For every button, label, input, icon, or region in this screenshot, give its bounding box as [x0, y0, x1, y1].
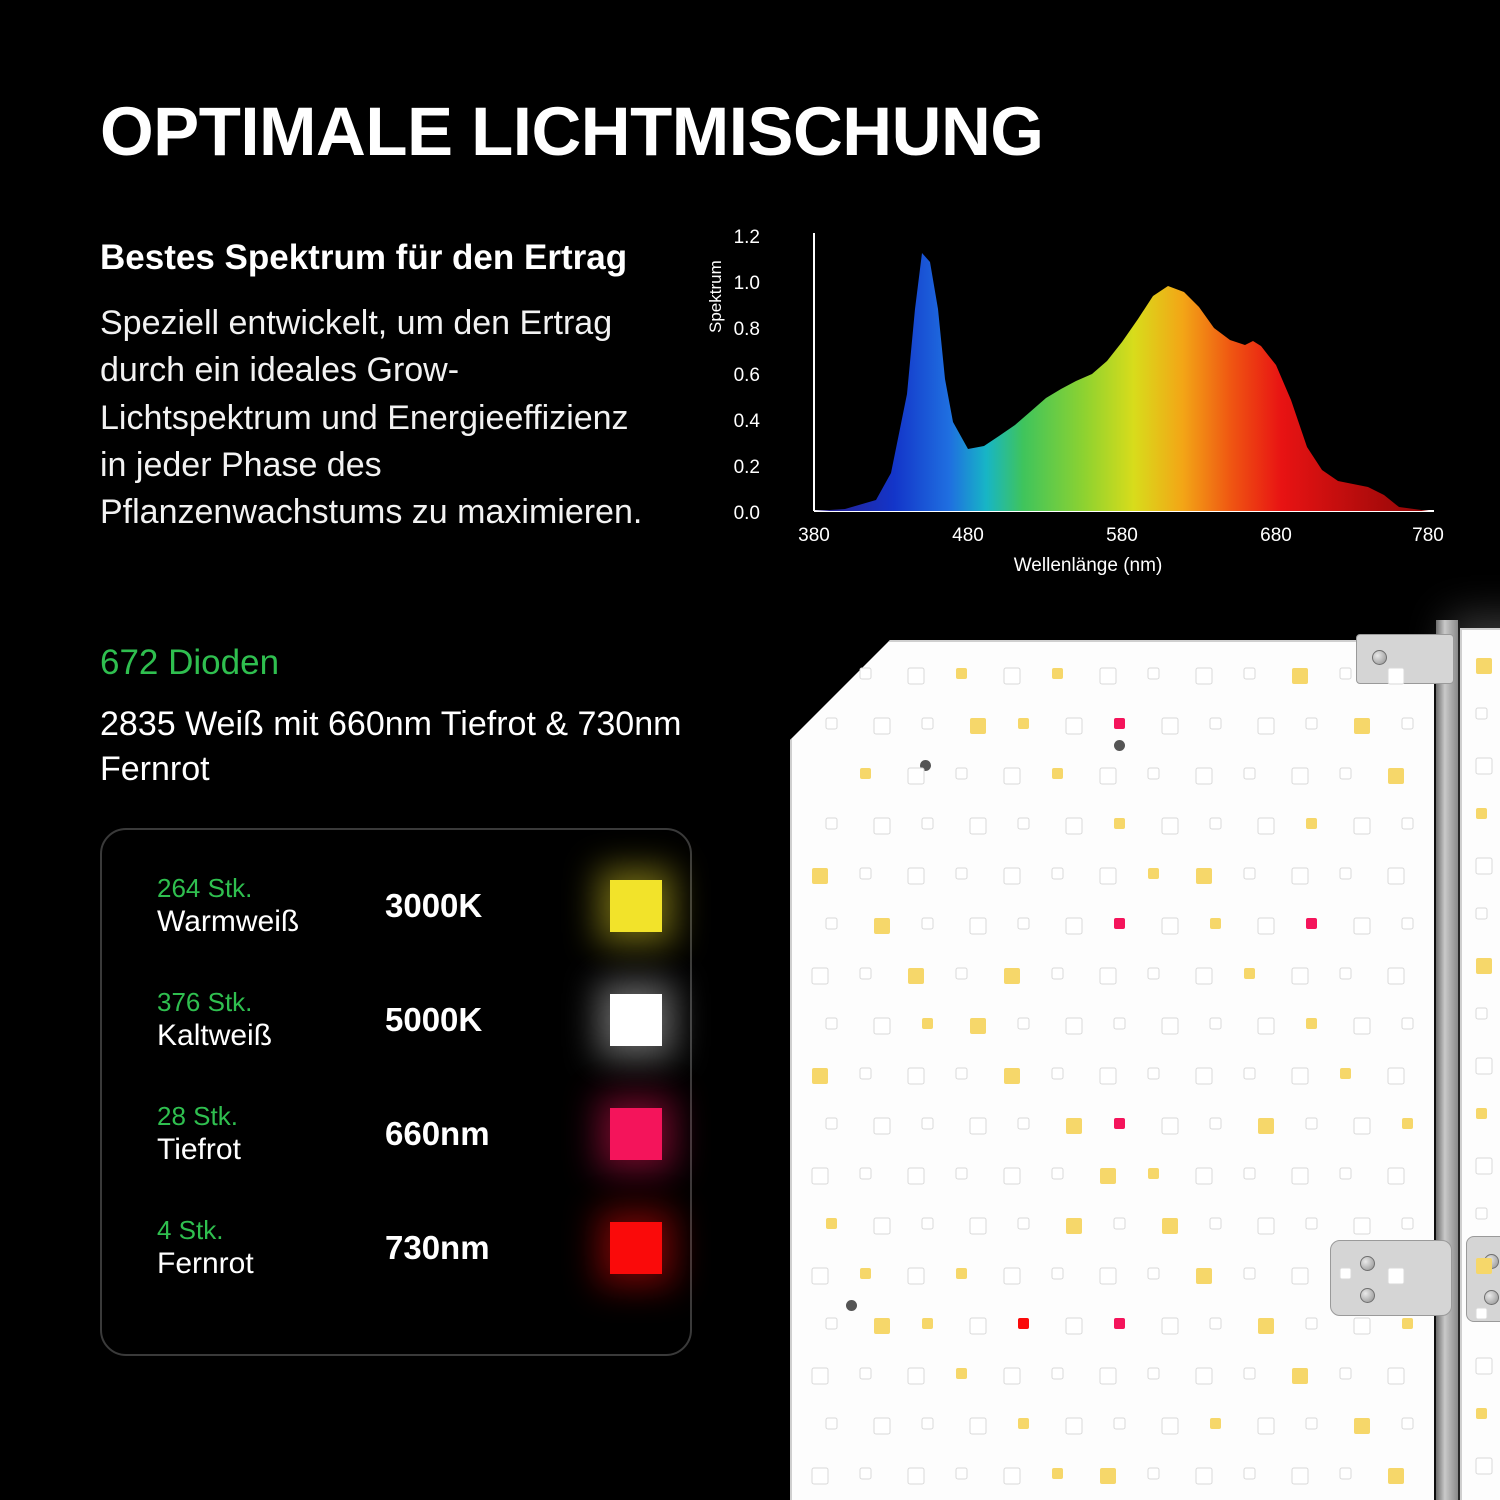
led-diode: [1100, 1268, 1116, 1284]
led-diode: [1354, 918, 1370, 934]
led-diode: [956, 768, 967, 779]
spec-name: Fernrot: [157, 1247, 254, 1281]
led-diode: [1402, 718, 1413, 729]
led-diode: [1210, 718, 1221, 729]
led-diode: [1476, 758, 1492, 774]
led-diode: [1306, 1418, 1317, 1429]
led-diode: [812, 968, 828, 984]
led-diode: [970, 1118, 986, 1134]
chart-x-tick: 580: [1106, 525, 1138, 546]
led-diode: [1292, 1468, 1308, 1484]
led-diode: [812, 1468, 828, 1484]
led-diode: [1196, 1468, 1212, 1484]
led-diode: [1402, 918, 1413, 929]
spec-row-labels: [157, 986, 372, 1055]
led-diode: [1354, 818, 1370, 834]
led-diode: [1052, 968, 1063, 979]
led-diode: [922, 918, 933, 929]
led-diode: [1476, 1208, 1487, 1219]
led-diode: [812, 1068, 828, 1084]
diode-description: 2835 Weiß mit 660nm Tiefrot & 730nm Fernrot: [100, 705, 682, 789]
led-diode: [970, 1318, 986, 1334]
led-diode: [812, 1368, 828, 1384]
led-diode: [826, 718, 837, 729]
led-diode: [1114, 1018, 1125, 1029]
led-diode: [860, 1468, 871, 1479]
led-diode: [956, 1368, 967, 1379]
led-diode: [1196, 1368, 1212, 1384]
led-diode: [1210, 1218, 1221, 1229]
led-diode: [874, 1018, 890, 1034]
led-diode: [1114, 1118, 1125, 1129]
led-diode: [1354, 1318, 1370, 1334]
led-diode: [1258, 718, 1274, 734]
page-title: OPTIMALE LICHTMISCHUNG: [100, 93, 1044, 170]
chart-y-tick: 1.0: [733, 273, 760, 294]
led-diode: [826, 918, 837, 929]
led-diode: [1004, 1468, 1020, 1484]
led-diode: [1210, 1018, 1221, 1029]
led-diode: [1148, 1268, 1159, 1279]
led-diode: [826, 1018, 837, 1029]
spec-value: 660nm: [385, 1115, 490, 1152]
led-diode: [1066, 1118, 1082, 1134]
led-diode: [860, 1368, 871, 1379]
led-diode: [970, 1018, 986, 1034]
led-diode: [1196, 668, 1212, 684]
spec-name: Warmweiß: [157, 905, 300, 939]
led-diode: [1066, 1418, 1082, 1434]
led-diode: [1052, 868, 1063, 879]
spec-row: [102, 1080, 690, 1188]
led-diode: [1292, 1068, 1308, 1084]
led-diode: [1340, 1368, 1351, 1379]
led-diode: [1100, 1068, 1116, 1084]
led-diode: [826, 1418, 837, 1429]
chart-y-tick: 1.2: [733, 227, 760, 248]
led-diode: [1148, 1168, 1159, 1179]
led-diode: [1244, 1268, 1255, 1279]
led-diode: [1052, 1368, 1063, 1379]
led-diode: [1306, 918, 1317, 929]
led-diode: [1114, 818, 1125, 829]
spec-row: [102, 1194, 690, 1302]
led-diode: [1388, 1368, 1404, 1384]
led-diode: [1354, 1218, 1370, 1234]
led-diode: [1476, 1258, 1492, 1274]
led-diode: [922, 1418, 933, 1429]
section-subtitle: Bestes Spektrum für den Ertrag: [100, 238, 628, 277]
color-swatch-730nm: [610, 1222, 662, 1274]
led-diode: [1340, 1168, 1351, 1179]
led-diode: [860, 968, 871, 979]
led-diode: [1162, 1318, 1178, 1334]
led-diode: [1354, 1118, 1370, 1134]
led-diode-grid: [760, 620, 1500, 1500]
led-diode: [860, 768, 871, 779]
led-diode: [1340, 768, 1351, 779]
led-diode: [1052, 768, 1063, 779]
led-diode: [1292, 1368, 1308, 1384]
led-diode: [1162, 1218, 1178, 1234]
led-diode: [1196, 768, 1212, 784]
chart-y-tick: 0.0: [733, 503, 760, 524]
led-diode: [922, 818, 933, 829]
led-diode: [1004, 868, 1020, 884]
led-diode: [1476, 1108, 1487, 1119]
led-diode: [860, 868, 871, 879]
led-diode: [1354, 1418, 1370, 1434]
led-diode: [874, 1418, 890, 1434]
led-diode: [1476, 808, 1487, 819]
led-diode: [826, 1318, 837, 1329]
led-diode: [812, 1268, 828, 1284]
led-diode: [1388, 1068, 1404, 1084]
led-diode: [1004, 768, 1020, 784]
led-diode: [1210, 1118, 1221, 1129]
led-diode: [1148, 768, 1159, 779]
led-diode: [1066, 918, 1082, 934]
led-diode: [1018, 1418, 1029, 1429]
chart-plot-area: [774, 233, 1434, 543]
chart-x-tick: 480: [952, 525, 984, 546]
led-diode: [922, 1118, 933, 1129]
chart-x-tick: 780: [1412, 525, 1444, 546]
led-diode: [1354, 718, 1370, 734]
led-diode: [1476, 1058, 1492, 1074]
led-diode: [1402, 1218, 1413, 1229]
led-diode: [1100, 668, 1116, 684]
led-diode: [1100, 968, 1116, 984]
spec-swatch-wrap: [590, 1202, 682, 1294]
led-diode: [908, 968, 924, 984]
led-diode: [956, 868, 967, 879]
spec-row: [102, 852, 690, 960]
led-diode: [908, 1068, 924, 1084]
spec-swatch-wrap: [590, 974, 682, 1066]
led-diode: [1114, 1318, 1125, 1329]
led-diode: [1402, 1418, 1413, 1429]
led-diode: [1018, 1118, 1029, 1129]
led-diode: [874, 818, 890, 834]
led-diode: [1258, 1318, 1274, 1334]
spec-value: 5000K: [385, 1001, 483, 1038]
led-diode: [1100, 1168, 1116, 1184]
led-diode: [1292, 968, 1308, 984]
led-diode: [1148, 1468, 1159, 1479]
chart-y-tick: 0.8: [733, 319, 760, 340]
led-diode: [1306, 1118, 1317, 1129]
led-diode: [874, 1218, 890, 1234]
chart-y-tick: 0.6: [733, 365, 760, 386]
led-diode: [1258, 818, 1274, 834]
chart-y-tick: 0.2: [733, 457, 760, 478]
led-diode: [1244, 1368, 1255, 1379]
led-diode: [1100, 1368, 1116, 1384]
led-diode: [1114, 1418, 1125, 1429]
chart-x-axis-label: Wellenlänge (nm): [1013, 555, 1163, 576]
led-diode: [956, 968, 967, 979]
led-diode: [1210, 1418, 1221, 1429]
led-diode: [956, 1068, 967, 1079]
led-diode: [860, 1168, 871, 1179]
led-diode: [1066, 1018, 1082, 1034]
led-diode: [1018, 1018, 1029, 1029]
led-diode: [1388, 768, 1404, 784]
spec-swatch-wrap: [590, 860, 682, 952]
led-diode: [908, 1468, 924, 1484]
led-diode: [1004, 1368, 1020, 1384]
spec-row: [102, 966, 690, 1074]
spec-name: Tiefrot: [157, 1133, 241, 1167]
led-diode: [1476, 1358, 1492, 1374]
led-diode: [1004, 968, 1020, 984]
led-diode: [860, 668, 871, 679]
spec-name: Kaltweiß: [157, 1019, 273, 1053]
led-diode: [1292, 668, 1308, 684]
led-diode: [1402, 818, 1413, 829]
led-diode: [826, 1218, 837, 1229]
led-diode: [1388, 868, 1404, 884]
led-diode: [1476, 1408, 1487, 1419]
led-diode: [1244, 868, 1255, 879]
led-diode: [1292, 768, 1308, 784]
led-diode: [826, 1118, 837, 1129]
led-diode: [1258, 1218, 1274, 1234]
led-diode: [922, 1018, 933, 1029]
led-diode: [1340, 1468, 1351, 1479]
led-diode: [1244, 1068, 1255, 1079]
led-diode: [1210, 818, 1221, 829]
led-diode: [908, 1268, 924, 1284]
led-diode: [826, 818, 837, 829]
led-diode: [1244, 968, 1255, 979]
led-diode: [956, 1468, 967, 1479]
led-diode: [1306, 718, 1317, 729]
led-diode: [970, 1218, 986, 1234]
led-diode: [956, 1168, 967, 1179]
led-diode: [1476, 908, 1487, 919]
led-diode: [1306, 1318, 1317, 1329]
led-diode: [1148, 868, 1159, 879]
spec-count: 264 Stk.: [157, 872, 253, 903]
color-swatch-3000k: [610, 880, 662, 932]
led-diode: [1258, 918, 1274, 934]
led-diode: [922, 1218, 933, 1229]
led-diode: [1148, 1068, 1159, 1079]
body-paragraph: Speziell entwickelt, um den Ertrag durch ein ideales Grow-Lichtspektrum und Energieeffizienz in jeder Phase des Pflanzenwachstums zu maximieren.: [100, 304, 643, 531]
led-diode: [874, 918, 890, 934]
led-diode: [970, 718, 986, 734]
led-diode: [1476, 1008, 1487, 1019]
led-diode: [1018, 1218, 1029, 1229]
led-diode: [1066, 1218, 1082, 1234]
led-diode: [1340, 868, 1351, 879]
led-diode: [874, 1318, 890, 1334]
led-diode: [1258, 1418, 1274, 1434]
led-diode: [1402, 1318, 1413, 1329]
led-diode: [1148, 1368, 1159, 1379]
led-diode: [1100, 768, 1116, 784]
spec-count: 376 Stk.: [157, 986, 253, 1017]
led-diode: [1162, 1418, 1178, 1434]
led-diode: [1340, 1068, 1351, 1079]
led-diode: [1162, 718, 1178, 734]
led-diode: [1292, 868, 1308, 884]
spec-value: 3000K: [385, 887, 483, 924]
diode-count-label: 672 Dioden: [100, 643, 280, 682]
led-diode: [1162, 1018, 1178, 1034]
led-diode: [1052, 1468, 1063, 1479]
spec-count: 4 Stk.: [157, 1214, 224, 1245]
spectrum-chart: [706, 215, 1458, 590]
led-diode: [1052, 668, 1063, 679]
led-diode: [1004, 668, 1020, 684]
spec-row-labels: [157, 1214, 372, 1283]
spec-row-labels: [157, 872, 372, 941]
led-diode: [1476, 1458, 1492, 1474]
led-diode: [860, 1068, 871, 1079]
led-diode: [1004, 1068, 1020, 1084]
led-diode: [1244, 1168, 1255, 1179]
led-diode: [1066, 718, 1082, 734]
led-diode: [874, 1118, 890, 1134]
led-diode: [812, 1168, 828, 1184]
led-diode: [1306, 1018, 1317, 1029]
led-diode: [1196, 1168, 1212, 1184]
led-diode: [1244, 1468, 1255, 1479]
spec-count: 28 Stk.: [157, 1100, 238, 1131]
led-diode: [1306, 818, 1317, 829]
led-diode: [1004, 1268, 1020, 1284]
led-diode: [1258, 1118, 1274, 1134]
led-diode: [908, 1168, 924, 1184]
led-diode: [1402, 1118, 1413, 1129]
led-diode: [1162, 1118, 1178, 1134]
chart-x-tick: 680: [1260, 525, 1292, 546]
led-diode: [1388, 1268, 1404, 1284]
led-diode: [1292, 1168, 1308, 1184]
product-photo-led-panel: [760, 620, 1500, 1500]
chart-x-tick: 380: [798, 525, 830, 546]
led-diode: [1196, 1268, 1212, 1284]
led-diode: [1196, 868, 1212, 884]
led-diode: [1340, 668, 1351, 679]
led-diode: [1258, 1018, 1274, 1034]
led-diode: [1340, 968, 1351, 979]
led-diode: [922, 1318, 933, 1329]
led-diode: [1052, 1268, 1063, 1279]
led-diode: [1162, 818, 1178, 834]
led-diode: [956, 1268, 967, 1279]
led-diode: [1306, 1218, 1317, 1229]
led-diode: [970, 918, 986, 934]
led-diode: [1388, 968, 1404, 984]
led-diode: [1340, 1268, 1351, 1279]
spec-row-labels: [157, 1100, 372, 1169]
led-diode: [1388, 668, 1404, 684]
color-swatch-660nm: [610, 1108, 662, 1160]
led-diode: [812, 868, 828, 884]
led-diode: [1114, 918, 1125, 929]
led-diode: [1196, 968, 1212, 984]
led-diode: [1210, 1318, 1221, 1329]
led-diode: [1052, 1168, 1063, 1179]
led-diode: [1100, 1468, 1116, 1484]
led-diode: [1476, 958, 1492, 974]
chart-y-axis-label: Spektrum: [706, 260, 725, 333]
led-diode: [1244, 768, 1255, 779]
led-diode: [1066, 1318, 1082, 1334]
led-diode: [1244, 668, 1255, 679]
led-diode: [1196, 1068, 1212, 1084]
led-diode: [970, 1418, 986, 1434]
led-diode: [1402, 1018, 1413, 1029]
led-diode: [1114, 718, 1125, 729]
led-diode: [1148, 968, 1159, 979]
led-diode: [1476, 658, 1492, 674]
led-diode: [1162, 918, 1178, 934]
led-diode: [1476, 858, 1492, 874]
spec-swatch-wrap: [590, 1088, 682, 1180]
led-diode: [1100, 868, 1116, 884]
led-diode: [1018, 718, 1029, 729]
led-diode: [1018, 918, 1029, 929]
led-diode: [908, 1368, 924, 1384]
led-diode: [1004, 1168, 1020, 1184]
led-diode: [1476, 1308, 1487, 1319]
led-diode: [874, 718, 890, 734]
chart-series-spectrum: [814, 253, 1429, 511]
led-diode: [908, 668, 924, 684]
led-diode: [1018, 818, 1029, 829]
led-diode: [1052, 1068, 1063, 1079]
spec-value: 730nm: [385, 1229, 490, 1266]
chart-y-tick: 0.4: [733, 411, 760, 432]
led-diode: [1148, 668, 1159, 679]
led-diode: [1114, 1218, 1125, 1229]
led-diode: [1476, 708, 1487, 719]
led-diode: [1388, 1168, 1404, 1184]
led-diode: [1210, 918, 1221, 929]
led-diode: [1354, 1018, 1370, 1034]
led-diode: [908, 768, 924, 784]
led-diode: [956, 668, 967, 679]
led-diode: [908, 868, 924, 884]
led-diode: [922, 718, 933, 729]
led-diode: [1476, 1158, 1492, 1174]
led-diode: [1066, 818, 1082, 834]
led-spec-card: [100, 828, 692, 1356]
led-diode: [1018, 1318, 1029, 1329]
color-swatch-5000k: [610, 994, 662, 1046]
led-diode: [1292, 1268, 1308, 1284]
led-diode: [860, 1268, 871, 1279]
led-diode: [1388, 1468, 1404, 1484]
led-diode: [970, 818, 986, 834]
